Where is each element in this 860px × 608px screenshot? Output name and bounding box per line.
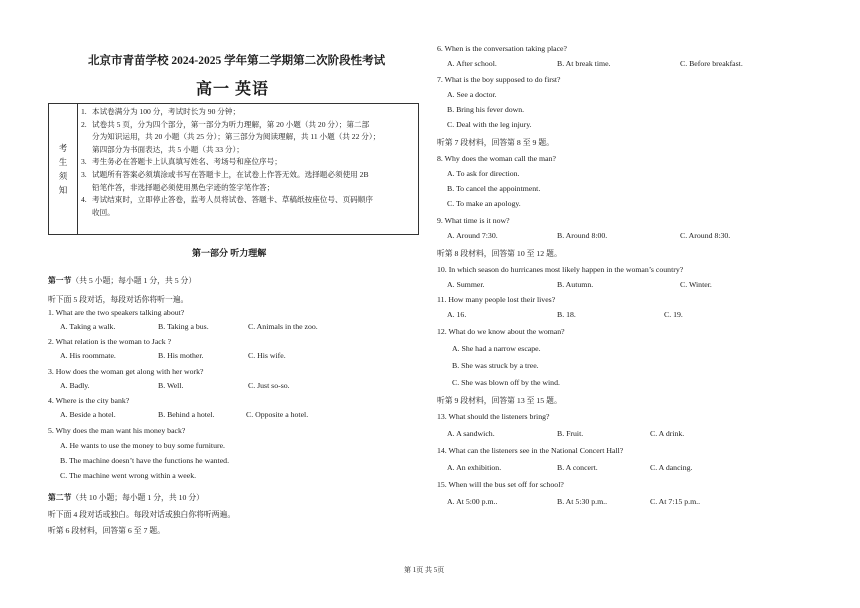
- option: A. He wants to use the money to buy some furniture.: [60, 441, 226, 450]
- option: B. She was struck by a tree.: [452, 361, 539, 370]
- notice-line: 铅笔作答，非选择题必须使用黑色字迹的签字笔作答；: [92, 182, 275, 192]
- section2-line: [48, 492, 204, 503]
- option: B. Fruit.: [557, 429, 584, 438]
- option: A. Taking a walk.: [60, 322, 116, 331]
- notice-label-char: 须: [58, 171, 68, 181]
- option: A. Beside a hotel.: [60, 410, 116, 419]
- question-text: 8. Why does the woman call the man?: [437, 154, 556, 163]
- segment-instruction: 听第 9 段材料，回答第 13 至 15 题。: [437, 396, 562, 405]
- part1-heading: 第一部分 听力理解: [192, 248, 267, 258]
- option: A. At 5:00 p.m..: [447, 497, 498, 506]
- section1-line: [48, 275, 196, 286]
- notice-box: [48, 103, 419, 235]
- page-number: 第 1页 共 5页: [404, 566, 445, 574]
- section2-info: （共 10 小题；每小题 1 分，共 10 分）: [71, 493, 204, 502]
- section1-instruction: 听下面 5 段对话，每段对话你将听一遍。: [48, 295, 189, 304]
- option: C. The machine went wrong within a week.: [60, 471, 197, 480]
- section2-instruction: 听下面 4 段对话或独白。每段对话或独白你将听两遍。: [48, 510, 236, 519]
- question-text: 10. In which season do hurricanes most likely happen in the woman’s country?: [437, 265, 684, 274]
- option: A. His roommate.: [60, 351, 116, 360]
- option: A. 16.: [447, 310, 467, 319]
- question-text: 15. When will the bus set off for school?: [437, 480, 564, 489]
- question-text: 3. How does the woman get along with her work?: [48, 367, 204, 376]
- question-text: 11. How many people lost their lives?: [437, 295, 556, 304]
- question-text: 2. What relation is the woman to Jack ?: [48, 337, 172, 346]
- notice-line: 试卷共 5 页，分为四个部分，第一部分为听力理解，第 20 小题（共 20 分）；第二部: [92, 119, 370, 129]
- option: A. She had a narrow escape.: [452, 344, 541, 353]
- option: A. Around 7:30.: [447, 231, 498, 240]
- option: C. Before breakfast.: [680, 59, 743, 68]
- notice-item: [81, 169, 415, 194]
- option: C. 19.: [664, 310, 683, 319]
- option: C. Just so-so.: [248, 381, 290, 390]
- option: C. Deal with the leg injury.: [447, 120, 532, 129]
- option: C. Winter.: [680, 280, 712, 289]
- question-text: 14. What can the listeners see in the National Concert Hall?: [437, 446, 624, 455]
- question-text: 4. Where is the city bank?: [48, 396, 130, 405]
- question-text: 6. When is the conversation taking place?: [437, 44, 567, 53]
- option: A. Badly.: [60, 381, 90, 390]
- option: A. Summer.: [447, 280, 485, 289]
- option: A. After school.: [447, 59, 497, 68]
- segment-instruction: 听第 7 段材料，回答第 8 至 9 题。: [437, 138, 554, 147]
- option: B. Behind a hotel.: [158, 410, 215, 419]
- notice-label-char: 知: [58, 185, 68, 195]
- option: B. Bring his fever down.: [447, 105, 525, 114]
- question-text: 13. What should the listeners bring?: [437, 412, 550, 421]
- notice-line: 考试结束时，立即停止答卷，监考人员将试卷、答题卡、草稿纸按座位号、页码顺序: [92, 195, 373, 205]
- option: C. At 7:15 p.m..: [650, 497, 701, 506]
- option: C. His wife.: [248, 351, 286, 360]
- notice-label-char: 生: [58, 157, 68, 167]
- segment-instruction: 听第 6 段材料，回答第 6 至 7 题。: [48, 526, 165, 535]
- question-text: 1. What are the two speakers talking about?: [48, 308, 185, 317]
- notice-item-num: 3.: [81, 169, 87, 179]
- section1-heading: 第一节: [48, 276, 72, 285]
- option: C. She was blown off by the wind.: [452, 378, 560, 387]
- question-text: 5. Why does the man want his money back?: [48, 426, 186, 435]
- notice-line: 本试卷满分为 100 分，考试时长为 90 分钟；: [92, 107, 241, 116]
- option: A. A sandwich.: [447, 429, 495, 438]
- notice-line: 考生务必在答题卡上认真填写姓名、考场号和座位序号；: [92, 157, 282, 167]
- option: B. 18.: [557, 310, 576, 319]
- notice-item: [81, 106, 415, 119]
- notice-items: [81, 106, 415, 219]
- notice-line: 收回。: [92, 207, 115, 217]
- notice-line: 第四部分为书面表达，共 5 小题（共 33 分）；: [92, 144, 244, 154]
- notice-item: [81, 119, 415, 157]
- option: B. The machine doesn’t have the functions he wanted.: [60, 456, 230, 465]
- section1-info: （共 5 小题；每小题 1 分，共 5 分）: [71, 276, 197, 285]
- option: B. At break time.: [557, 59, 611, 68]
- option: C. A dancing.: [650, 463, 693, 472]
- option: B. Autumn.: [557, 280, 594, 289]
- option: C. Opposite a hotel.: [246, 410, 309, 419]
- notice-label: [49, 104, 78, 234]
- notice-line: 分为知识运用，共 20 小题（共 25 分）；第三部分为阅读理解，共 11 小题（共 22 分）；: [92, 132, 381, 142]
- option: B. His mother.: [158, 351, 204, 360]
- segment-instruction: 听第 8 段材料，回答第 10 至 12 题。: [437, 249, 562, 258]
- question-text: 12. What do we know about the woman?: [437, 327, 565, 336]
- option: C. Around 8:30.: [680, 231, 731, 240]
- notice-item-num: 2.: [81, 119, 87, 129]
- notice-item-num: 4.: [81, 195, 87, 205]
- option: B. Well.: [158, 381, 184, 390]
- option: A. See a doctor.: [447, 90, 497, 99]
- option: B. Around 8:00.: [557, 231, 608, 240]
- option: B. To cancel the appointment.: [447, 184, 541, 193]
- notice-item: [81, 156, 415, 169]
- option: B. Taking a bus.: [158, 322, 209, 331]
- notice-item-num: 3.: [81, 157, 87, 167]
- option: C. Animals in the zoo.: [248, 322, 318, 331]
- option: A. An exhibition.: [447, 463, 502, 472]
- option: C. To make an apology.: [447, 199, 521, 208]
- option: B. A concert.: [557, 463, 598, 472]
- notice-item-num: 1.: [81, 107, 87, 116]
- exam-subject: 高一 英语: [196, 81, 270, 98]
- option: B. At 5:30 p.m..: [557, 497, 608, 506]
- notice-item: [81, 194, 415, 219]
- notice-line: 试题所有答案必须填涂或书写在答题卡上，在试卷上作答无效。选择题必须使用 2B: [92, 169, 369, 179]
- option: C. A drink.: [650, 429, 685, 438]
- section2-heading: 第二节: [48, 493, 72, 502]
- option: A. To ask for direction.: [447, 169, 520, 178]
- question-text: 9. What time is it now?: [437, 216, 510, 225]
- notice-label-char: 考: [58, 143, 68, 153]
- question-text: 7. What is the boy supposed to do first?: [437, 75, 561, 84]
- exam-title: 北京市青苗学校 2024-2025 学年第二学期第二次阶段性考试: [88, 55, 386, 67]
